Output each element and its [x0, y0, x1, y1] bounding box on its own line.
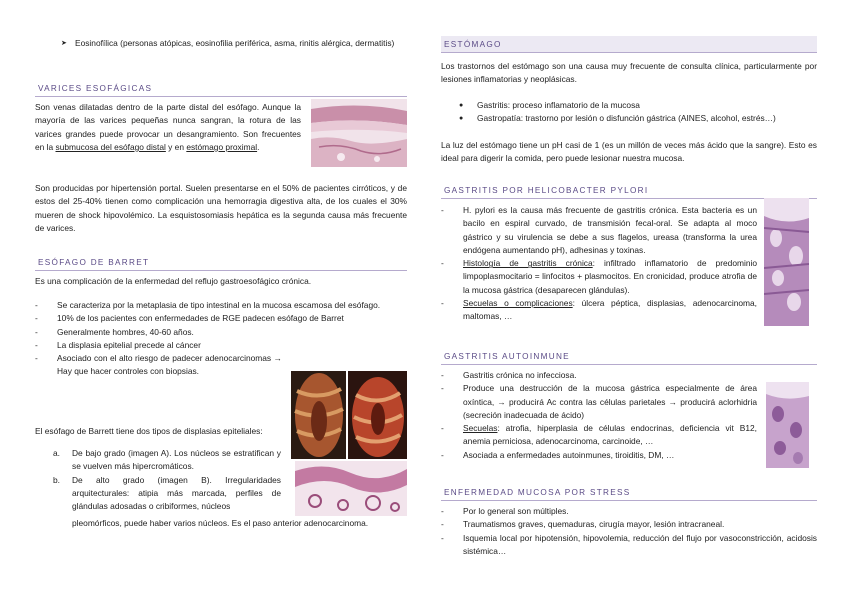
list-item [441, 505, 817, 518]
arrow-bullet-icon: ➤ [61, 40, 67, 47]
barrett-endoscopy-image-a [291, 371, 346, 459]
list-item [441, 532, 817, 559]
list-item [441, 449, 757, 462]
list-item-text: Generalmente hombres, 40-60 años. [57, 326, 194, 337]
section-heading-varices: VARICES ESOFÁGICAS [35, 80, 407, 97]
estomago-list [459, 99, 817, 126]
dash-marker: - [441, 383, 444, 394]
dot-marker: ● [459, 102, 464, 109]
varices-p1-text-b: y en [165, 141, 187, 152]
dash-marker: - [441, 370, 444, 380]
list-item-text: Asociada a enfermedades autoinmunes, tiroiditis, DM, … [463, 449, 675, 460]
varices-paragraph-1 [35, 101, 301, 154]
barrett-list [35, 299, 407, 379]
list-item-text: De bajo grado (imagen A). Los núcleos se estratifican y se vuelven más hipercromáticos. [72, 448, 281, 472]
dash-marker: - [35, 313, 38, 324]
dash-marker: - [35, 300, 38, 310]
estomago-paragraph-2: La luz del estómago tiene un pH casi de 1 (es un millón de veces más ácido que la sangre). Esto es ideal para digerir la comida, pero puede lesionar nuestra mucosa. [441, 140, 817, 164]
list-marker: b. [53, 474, 60, 485]
list-item-underline: Secuelas o complicaciones [463, 298, 573, 309]
dash-marker: - [441, 205, 444, 215]
dash-marker: - [441, 449, 444, 460]
list-item [35, 352, 282, 379]
list-item [53, 474, 281, 514]
eosinophilic-bullet [61, 37, 407, 50]
varices-histology-image [311, 99, 407, 167]
list-item [441, 422, 757, 449]
varices-p1-text-a: Son venas dilatadas dentro de la parte distal del esófago. Aunque la mayoría de las varices pequeñas nunca sangran, la rotura de las varices grandes puede provocar un desangramiento. Son frecuentes en la [35, 102, 301, 152]
varices-p1-underline-1: submucosa del esófago distal [55, 141, 166, 152]
varices-p1-text-c: . [257, 141, 260, 152]
section-heading-autoinmune: GASTRITIS AUTOINMUNE [441, 348, 817, 365]
estomago-paragraph-1: Los trastornos del estómago son una causa muy frecuente de consulta clínica, particularmente por lesiones inflamatorias y neoplásicas. [441, 61, 817, 85]
autoinmune-histology-image [766, 382, 809, 468]
varices-p1-underline-2: estómago proximal [186, 141, 258, 152]
list-item-text: De alto grado (imagen B). Irregularidades arquitecturales: atipia más marcada, perfiles de glándulas adosadas o cribiformes, núcleos [72, 474, 281, 512]
list-item [441, 297, 757, 324]
list-item [53, 447, 281, 474]
autoinmune-list [441, 369, 757, 462]
list-item [441, 204, 757, 257]
dash-marker: - [441, 258, 444, 269]
list-item-text: : úlcera péptica, displasias, adenocarcinoma, maltomas, … [463, 298, 757, 322]
dash-marker: - [35, 339, 38, 350]
dash-marker: - [441, 506, 444, 516]
list-item [35, 339, 407, 352]
section-heading-hpylori: GASTRITIS POR HELICOBACTER PYLORI [441, 182, 817, 199]
section-heading-estomago: ESTÓMAGO [441, 36, 817, 53]
barrett-histology-image [295, 461, 407, 516]
dash-marker: - [441, 298, 444, 309]
barrett-types-continuation: pleomórficos, puede haber varios núcleos. Es el paso anterior adenocarcinoma. [72, 518, 369, 528]
dash-marker: - [441, 423, 444, 434]
list-item-text: H. pylori es la causa más frecuente de gastritis crónica. Esta bacteria es un bacilo en espiral curvado, de transmisión fecal-oral. Se adapta al moco gástrico y su virulencia se debe a sus flagelos, ureasa (transforma la urea endógena aumentando pH), adhesinas y toxinas. [463, 205, 757, 255]
list-item [441, 518, 817, 531]
list-item-text: Se caracteriza por la metaplasia de tipo intestinal en la mucosa escamosa del esófago. [57, 300, 381, 310]
dash-marker: - [35, 326, 38, 337]
list-item [441, 382, 757, 422]
dash-marker: - [441, 532, 444, 543]
list-item-text: Gastritis crónica no infecciosa. [463, 370, 577, 380]
hpylori-list [441, 204, 757, 324]
list-item-text: Produce una destrucción de la mucosa gástrica especialmente de área oxíntica, → producirá Ac contra las células parietales → producirá aclorhidria (secreción inadecuada de ácido) [463, 383, 757, 420]
list-item-text: : infiltrado inflamatorio de predominio limpoplasmocitario = linfocitos + plasmocitos. En cronicidad, produce atrofia de la mucosa gástrica (desaparecen glándulas). [463, 258, 757, 295]
list-item-text: 10% de los pacientes con enfermedades de RGE padecen esófago de Barret [57, 313, 344, 324]
eosinophilic-text: Eosinofílica (personas atópicas, eosinofilia periférica, asma, rinitis alérgica, dermatitis) [75, 38, 395, 48]
barrett-endoscopy-image-b [348, 371, 407, 459]
dash-marker: - [35, 353, 38, 364]
list-item-text: Traumatismos graves, quemaduras, cirugía mayor, lesión intracraneal. [463, 519, 725, 530]
section-heading-stress: ENFERMEDAD MUCOSA POR STRESS [441, 484, 817, 501]
varices-paragraph-2: Son producidas por hipertensión portal. Suelen presentarse en el 50% de pacientes cirróticos, y de estos del 25-40% tienen como complicación una hemorragia digestiva alta, de los cuales el 30% mueren de shock hipovolémico. La esquistosomiasis hepática es la segunda causa más frecuente de varices. [35, 183, 407, 233]
list-item-text: : atrofia, hiperplasia de células endocrinas, deficiencia vit B12, anemia perniciosa, adenocarcinoma, carcinoide, … [463, 423, 757, 447]
list-item-text: Por lo general son múltiples. [463, 506, 569, 516]
dot-marker: ● [459, 115, 464, 123]
barrett-types-intro: El esófago de Barrett tiene dos tipos de displasias epiteliales: [35, 426, 263, 436]
list-item-text: Gastritis: proceso inflamatorio de la mucosa [477, 100, 640, 110]
hpylori-histology-image [764, 198, 809, 326]
section-heading-barrett: ESÓFAGO DE BARRET [35, 254, 407, 271]
dash-marker: - [441, 519, 444, 530]
barrett-types-list [53, 447, 281, 513]
list-item [35, 299, 407, 312]
barrett-intro: Es una complicación de la enfermedad del reflujo gastroesofágico crónica. [35, 276, 312, 286]
list-item [35, 312, 407, 325]
list-item-text: La displasia epitelial precede al cáncer [57, 339, 201, 350]
list-item-text: Asociado con el alto riesgo de padecer adenocarcinomas → Hay que hacer controles con biopsias. [57, 353, 282, 377]
stress-list [441, 505, 817, 558]
list-item [441, 369, 757, 382]
list-marker: a. [53, 448, 60, 458]
list-item [459, 112, 817, 125]
list-item [459, 99, 817, 112]
list-item-text: Gastropatía: trastorno por lesión o disfunción gástrica (AINES, alcohol, estrés…) [477, 113, 776, 124]
list-item-text: Isquemia local por hipotensión, hipovolemia, reducción del flujo por vasoconstricción, acidosis sistémica… [463, 532, 817, 556]
list-item [35, 326, 407, 339]
list-item [441, 257, 757, 297]
list-item-underline: Secuelas [463, 423, 498, 434]
list-item-underline: Histología de gastritis crónica [463, 258, 593, 269]
